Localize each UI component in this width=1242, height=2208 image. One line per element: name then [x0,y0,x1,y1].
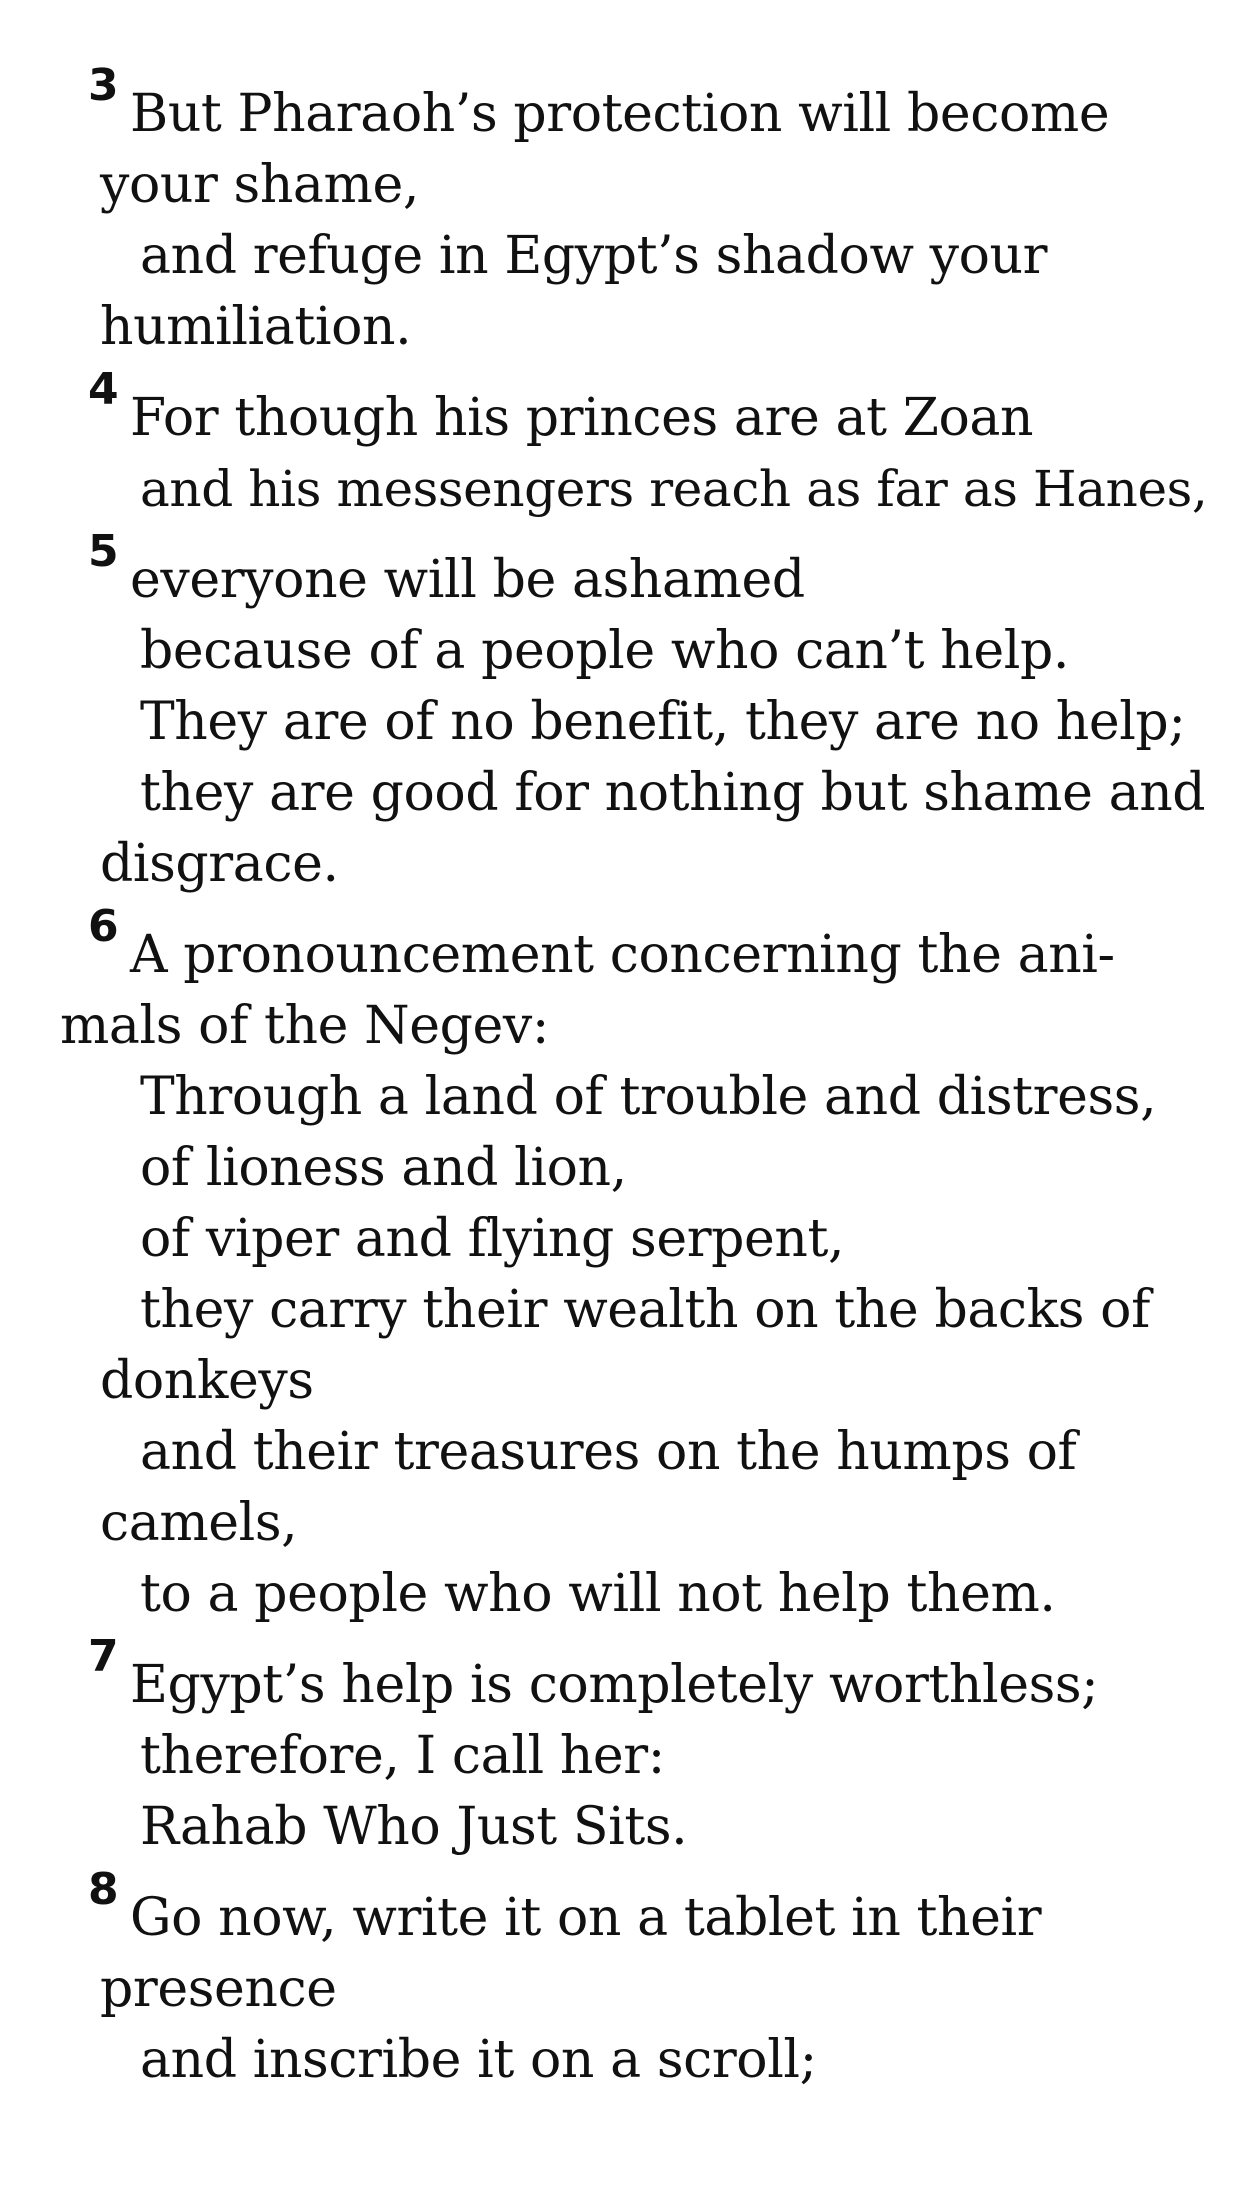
verse-line: to a people who will not help them. [140,1564,1056,1624]
verse-line: and inscribe it on a scroll; [140,2030,817,2090]
verse-line: everyone will be ashamed [130,550,805,610]
verse-line: Through a land of trouble and distress, [140,1067,1157,1127]
verse-number: 7 [88,1631,119,1682]
verse-line: of lioness and lion, [140,1138,627,1198]
verse-line: because of a people who can’t help. [140,621,1069,681]
verse-line: mals of the Negev: [60,996,549,1056]
verse-line: disgrace. [100,834,339,894]
verse-line: presence [100,1959,337,2019]
verse-line: camels, [100,1493,298,1553]
verse-line: of viper and flying serpent, [140,1209,845,1269]
verse-line: Rahab Who Just Sits. [140,1797,688,1857]
verse-line: and his messengers reach as far as Hanes, [140,460,1208,518]
verse-line: humiliation. [100,297,412,357]
verse-number: 8 [88,1864,119,1915]
verse-line: Go now, write it on a tablet in their [130,1888,1042,1948]
verse-number: 5 [88,526,119,577]
verse-line: they carry their wealth on the backs of [140,1280,1150,1340]
verse-line: For though his princes are at Zoan [130,388,1034,448]
verse-line: they are good for nothing but shame and [140,763,1206,823]
verse-line: Egypt’s help is completely worthless; [130,1655,1099,1715]
verse-number: 6 [88,901,119,952]
verse-line: donkeys [100,1351,314,1411]
verse-line: and refuge in Egypt’s shadow your [140,226,1048,286]
verse-line: your shame, [100,155,419,215]
verse-line: and their treasures on the humps of [140,1422,1077,1482]
verse-number: 3 [88,60,119,111]
verse-line: therefore, I call her: [140,1726,665,1786]
verse-number: 4 [88,364,119,415]
verse-line: A pronouncement concerning the ani- [130,925,1115,985]
verse-line: They are of no benefit, they are no help; [140,692,1186,752]
verse-line: But Pharaoh’s protection will become [130,84,1110,144]
